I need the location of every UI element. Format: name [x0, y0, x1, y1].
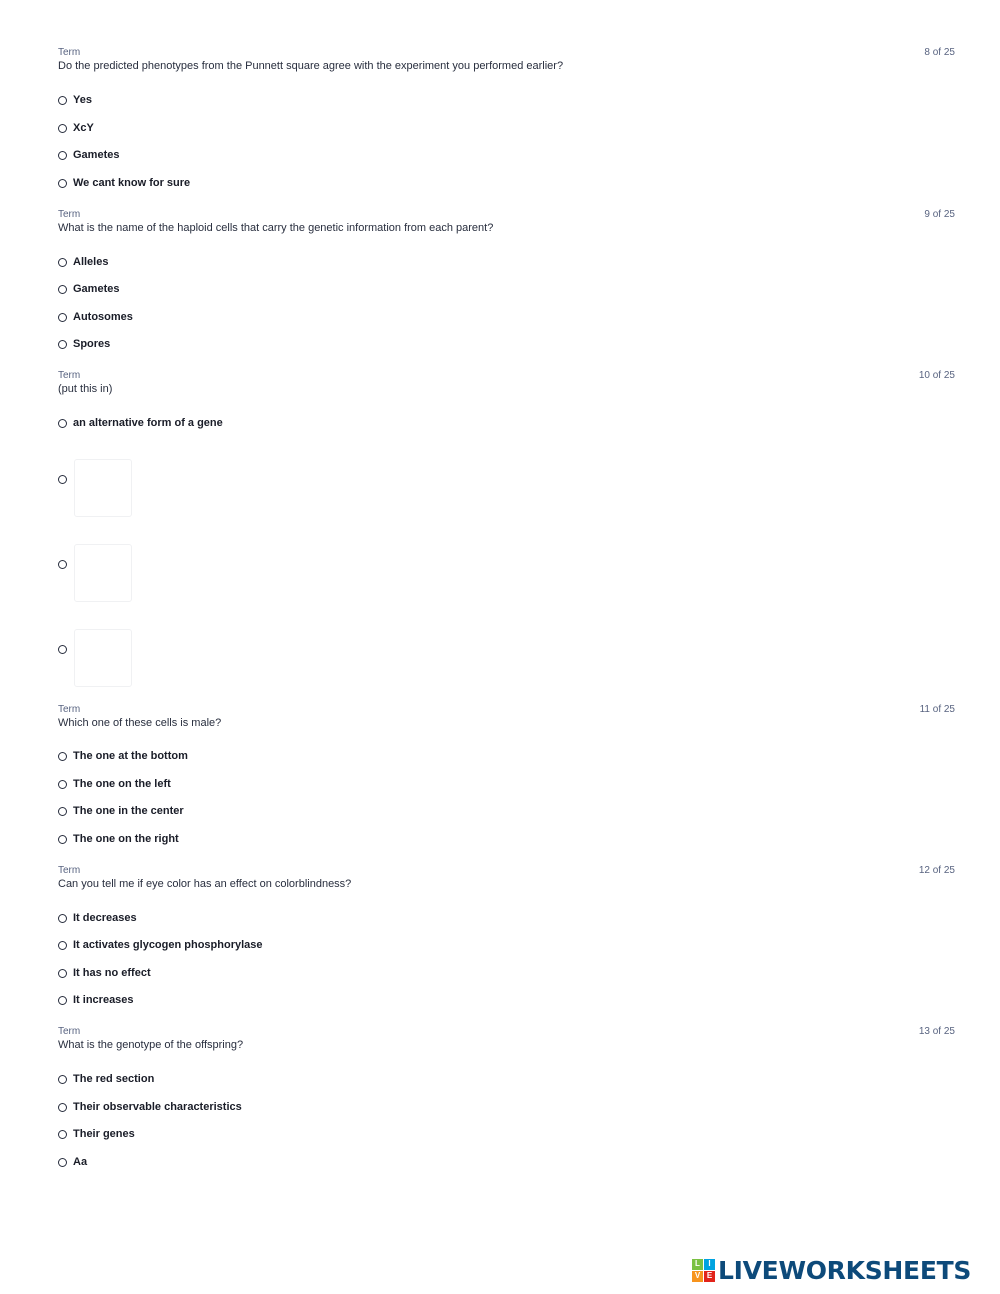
answer-option-label: It has no effect: [73, 967, 151, 979]
answer-option-label: The red section: [73, 1073, 155, 1085]
answer-image-placeholder: [74, 544, 132, 602]
answer-option[interactable]: [58, 910, 137, 926]
radio-button-icon[interactable]: [58, 914, 67, 923]
answer-option[interactable]: [58, 281, 119, 297]
answer-image-placeholder: [74, 629, 132, 687]
answer-option-label: The one in the center: [73, 805, 184, 817]
question-term-label: Term: [58, 47, 81, 58]
answer-option[interactable]: [58, 992, 134, 1008]
question-prompt: Can you tell me if eye color has an effect on colorblindness?: [58, 878, 352, 890]
radio-button-icon[interactable]: [58, 941, 67, 950]
answer-option[interactable]: [58, 120, 94, 136]
radio-button-icon[interactable]: [58, 969, 67, 978]
radio-button-icon[interactable]: [58, 560, 67, 569]
question-counter: 13 of 25: [918, 1026, 955, 1037]
question-9: [58, 209, 955, 350]
question-counter: 9 of 25: [924, 209, 955, 220]
radio-button-icon[interactable]: [58, 151, 67, 160]
answer-option[interactable]: [58, 1071, 154, 1087]
answer-option-label: It increases: [73, 994, 134, 1006]
answer-option[interactable]: [58, 254, 108, 270]
question-prompt: Which one of these cells is male?: [58, 717, 222, 729]
answer-option[interactable]: [58, 1154, 87, 1170]
answer-option-label: Gametes: [73, 283, 120, 295]
answer-option[interactable]: [58, 415, 223, 431]
logo-wordmark: LIVEWORKSHEETS: [718, 1255, 972, 1285]
question-term-label: Term: [58, 1026, 81, 1037]
answer-option-label: Aa: [73, 1156, 88, 1168]
answer-option[interactable]: [58, 175, 190, 191]
question-counter: 11 of 25: [919, 704, 955, 715]
answer-option[interactable]: [58, 1126, 135, 1142]
answer-option-label: We cant know for sure: [73, 177, 191, 189]
answer-option[interactable]: [58, 965, 151, 981]
radio-button-icon[interactable]: [58, 807, 67, 816]
answer-option-label: Autosomes: [73, 311, 133, 323]
radio-button-icon[interactable]: [58, 179, 67, 188]
logo-tile: L: [692, 1259, 703, 1270]
logo-tiles-icon: [692, 1259, 715, 1282]
radio-button-icon[interactable]: [58, 124, 67, 133]
answer-option[interactable]: [58, 147, 119, 163]
radio-button-icon[interactable]: [58, 780, 67, 789]
question-prompt: What is the name of the haploid cells that carry the genetic information from each parent?: [58, 222, 494, 234]
answer-image-placeholder: [74, 459, 132, 517]
answer-option-label: Yes: [73, 94, 92, 106]
radio-button-icon[interactable]: [58, 835, 67, 844]
question-12: [58, 865, 955, 1006]
logo-tile: V: [692, 1271, 703, 1282]
question-counter: 12 of 25: [918, 865, 955, 876]
answer-option[interactable]: [58, 336, 110, 352]
answer-option-label: The one on the right: [73, 833, 179, 845]
radio-button-icon[interactable]: [58, 1103, 67, 1112]
answer-option[interactable]: [58, 937, 263, 953]
answer-option[interactable]: [58, 776, 171, 792]
answer-option-label: It activates glycogen phosphorylase: [73, 939, 263, 951]
radio-button-icon[interactable]: [58, 475, 67, 484]
answer-option[interactable]: [58, 309, 133, 325]
radio-button-icon[interactable]: [58, 285, 67, 294]
answer-option-label: Alleles: [73, 256, 109, 268]
liveworksheets-logo: [692, 1255, 971, 1285]
radio-button-icon[interactable]: [58, 419, 67, 428]
question-term-label: Term: [58, 370, 81, 381]
answer-option-label: Spores: [73, 338, 111, 350]
radio-button-icon[interactable]: [58, 1158, 67, 1167]
question-13: [58, 1026, 955, 1168]
logo-tile: I: [704, 1259, 715, 1270]
radio-button-icon[interactable]: [58, 645, 67, 654]
answer-option[interactable]: [58, 803, 184, 819]
radio-button-icon[interactable]: [58, 1075, 67, 1084]
question-8: [58, 47, 955, 189]
question-prompt: Do the predicted phenotypes from the Punnett square agree with the experiment you performed earlier?: [58, 60, 564, 72]
answer-option-label: Their observable characteristics: [73, 1101, 242, 1113]
question-10: [58, 370, 955, 429]
question-counter: 10 of 25: [918, 370, 955, 381]
question-prompt: What is the genotype of the offspring?: [58, 1039, 244, 1051]
radio-button-icon[interactable]: [58, 258, 67, 267]
question-term-label: Term: [58, 865, 81, 876]
radio-button-icon[interactable]: [58, 340, 67, 349]
answer-option-label: an alternative form of a gene: [73, 417, 223, 429]
answer-option-label: The one on the left: [73, 778, 171, 790]
question-11: [58, 704, 955, 845]
question-term-label: Term: [58, 209, 81, 220]
answer-option[interactable]: [58, 92, 92, 108]
answer-option-label: It decreases: [73, 912, 137, 924]
radio-button-icon[interactable]: [58, 1130, 67, 1139]
answer-option-label: Their genes: [73, 1128, 135, 1140]
radio-button-icon[interactable]: [58, 752, 67, 761]
answer-option[interactable]: [58, 831, 179, 847]
answer-option-label: The one at the bottom: [73, 750, 188, 762]
radio-button-icon[interactable]: [58, 313, 67, 322]
answer-option-label: XcY: [73, 122, 94, 134]
radio-button-icon[interactable]: [58, 96, 67, 105]
question-term-label: Term: [58, 704, 81, 715]
question-prompt: (put this in): [58, 383, 113, 395]
radio-button-icon[interactable]: [58, 996, 67, 1005]
answer-option[interactable]: [58, 1099, 242, 1115]
logo-tile: E: [704, 1271, 715, 1282]
answer-option[interactable]: [58, 748, 188, 764]
question-counter: 8 of 25: [924, 47, 955, 58]
answer-option-label: Gametes: [73, 149, 120, 161]
